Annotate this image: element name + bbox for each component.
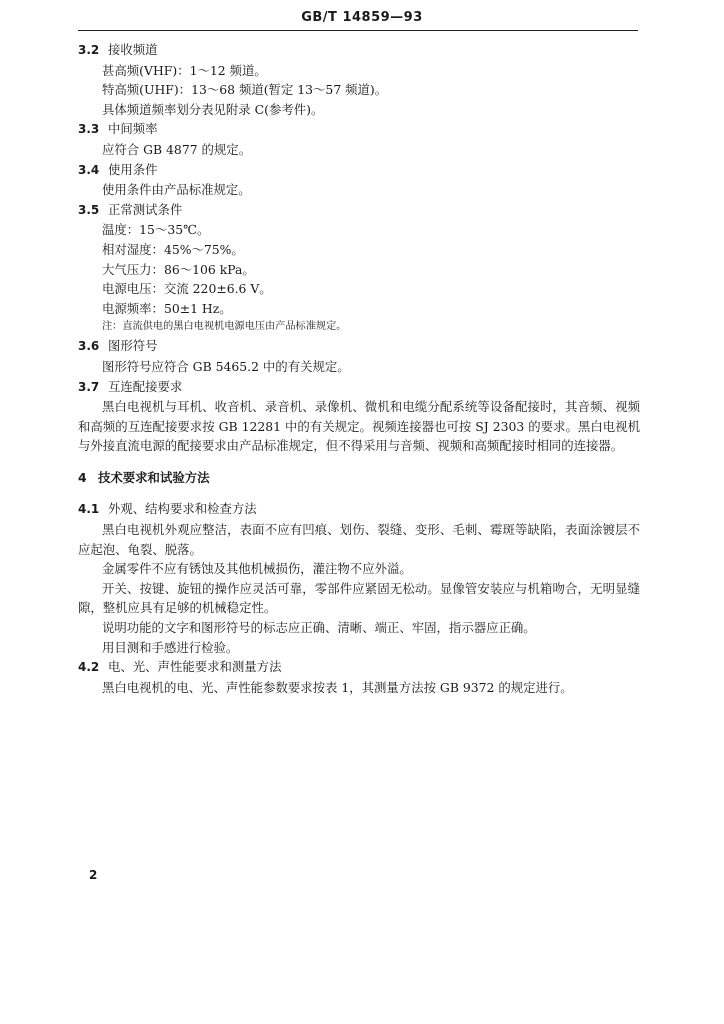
paragraph: 开关、按键、旋钮的操作应灵活可靠，零部件应紧固无松动。显像管安装应与机箱吻合，无明显缝隙，整机应具有足够的机械稳定性。 — [78, 580, 640, 616]
section-heading-3-4 — [78, 160, 640, 181]
section-heading-4-2 — [78, 657, 640, 678]
text-line: 使用条件由产品标准规定。 — [102, 182, 251, 198]
text-line: 大气压力：86～106 kPa。 — [102, 261, 255, 277]
section-title: 使用条件 — [108, 161, 158, 177]
paragraph: 金属零件不应有锈蚀及其他机械损伤，灌注物不应外溢。 — [102, 561, 412, 577]
text-line: 图形符号应符合 GB 5465.2 中的有关规定。 — [102, 358, 350, 374]
paragraph: 黑白电视机与耳机、收音机、录音机、录像机、微机和电缆分配系统等设备配接时，其音频、视频和高频的互连配接要求按 GB 12281 中的有关规定。视频连接器也可按 SJ 2303 的要求。黑白电视机与外接直流电源的配接要求由产品标准规定，但不得采用与音频、视频和高频配接时相同的连接器。 — [78, 399, 640, 454]
section-number: 3.2 — [78, 43, 100, 57]
section-number: 3.6 — [78, 339, 100, 354]
section-heading-4-1 — [78, 499, 640, 520]
section-number: 3.4 — [78, 162, 100, 177]
text-line: 甚高频(VHF)：1～12 频道。 — [102, 62, 267, 78]
chapter-number: 4 — [78, 469, 87, 485]
text-line: 具体频道频率划分表见附录 C(参考件)。 — [102, 101, 324, 117]
paragraph: 黑白电视机的电、光、声性能参数要求按表 1，其测量方法按 GB 9372 的规定进行。 — [102, 679, 573, 695]
section-heading-3-6 — [78, 336, 640, 357]
section-title: 正常测试条件 — [108, 201, 183, 217]
section-number: 3.5 — [78, 202, 100, 217]
section-title: 接收频道 — [108, 42, 158, 57]
page-header: GB/T 14859—93 — [301, 10, 423, 25]
section-number: 4.2 — [78, 660, 100, 675]
paragraph: 说明功能的文字和图形符号的标志应正确、清晰、端正、牢固，指示器应正确。 — [102, 620, 536, 636]
text-line: 电源电压：交流 220±6.6 V。 — [102, 281, 272, 297]
chapter-title: 技术要求和试验方法 — [98, 469, 210, 485]
chapter-heading-4 — [78, 468, 640, 488]
section-title: 中间频率 — [108, 121, 158, 137]
section-number: 3.7 — [78, 379, 100, 394]
text-line: 特高频(UHF)：13～68 频道(暂定 13～57 频道)。 — [102, 82, 388, 98]
text-line: 温度：15～35℃。 — [102, 222, 210, 238]
text-line: 应符合 GB 4877 的规定。 — [102, 141, 252, 157]
section-title: 图形符号 — [108, 338, 158, 354]
section-heading-3-7 — [78, 377, 640, 398]
section-title: 电、光、声性能要求和测量方法 — [108, 659, 282, 675]
note-text: 注：直流供电的黑白电视机电源电压由产品标准规定。 — [102, 321, 347, 333]
section-title: 互连配接要求 — [108, 378, 183, 394]
section-number: 3.3 — [78, 122, 100, 137]
text-line: 电源频率：50±1 Hz。 — [102, 300, 232, 316]
header-divider — [78, 30, 638, 31]
section-title: 外观、结构要求和检查方法 — [108, 501, 257, 517]
section-heading-3-5 — [78, 200, 640, 221]
page-number: 2 — [89, 868, 98, 882]
page-content — [78, 40, 640, 697]
text-line: 相对湿度：45%～75%。 — [102, 241, 244, 257]
paragraph: 用目测和手感进行检验。 — [102, 639, 239, 655]
section-heading-3-3 — [78, 119, 640, 140]
paragraph: 黑白电视机外观应整洁，表面不应有凹痕、划伤、裂缝、变形、毛刺、霉斑等缺陷，表面涂镀层不应起泡、龟裂、脱落。 — [78, 522, 640, 557]
section-number: 4.1 — [78, 502, 100, 517]
section-heading-3-2 — [78, 40, 640, 61]
